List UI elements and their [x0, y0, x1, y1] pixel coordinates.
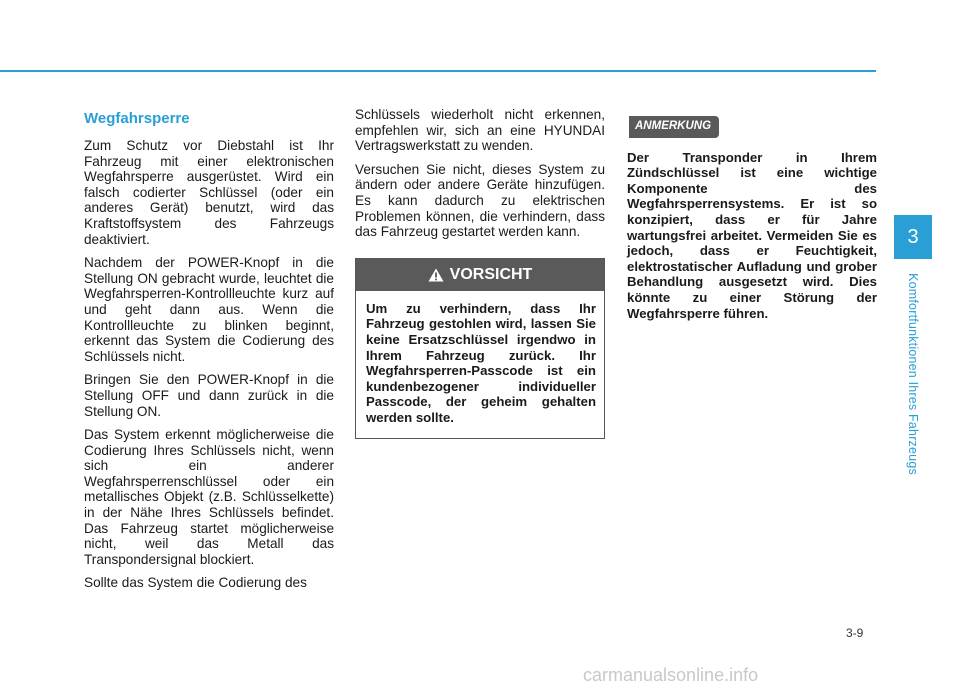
column-2: [355, 107, 605, 439]
chapter-tab: 3: [894, 215, 932, 259]
paragraph: Versuchen Sie nicht, dieses System zu ändern oder andere Geräte hinzufügen. Es kann dadurch zu elektrischen Problemen können, die verhindern, dass das Fahrzeug gestartet werden kann.: [355, 161, 605, 240]
page-number: 3-9: [846, 626, 864, 640]
paragraph: Zum Schutz vor Diebstahl ist Ihr Fahrzeug mit einer elektronischen Wegfahrsperre ausgerüstet. Wird ein falsch codierter Schlüssel (oder ein anderes Gerät) benutzt, wird das Kraftstoffsystem des Fahrzeugs deaktiviert.: [84, 138, 334, 247]
column-3: [627, 116, 877, 329]
caution-header: [356, 259, 604, 291]
caution-title: VORSICHT: [449, 265, 533, 283]
note-badge: ANMERKUNG: [629, 116, 719, 138]
header-rule: [0, 70, 876, 72]
caution-box: [355, 258, 605, 439]
paragraph: Sollte das System die Codierung des: [84, 575, 307, 591]
paragraph: Das System erkennt möglicherweise die Codierung Ihres Schlüssels nicht, wenn sich ein anderer Wegfahrsperrenschlüssel oder ein metallisches Objekt (z.B. Schlüsselkette) in der Nähe Ihres Schlüssels befindet. Das Fahrzeug startet möglicherweise nicht, weil das Metall das Transpondersignal blockiert.: [84, 427, 334, 567]
caution-text: Um zu verhindern, dass Ihr Fahrzeug gestohlen wird, lassen Sie keine Ersatzschlüssel irgendwo in Ihrem Fahrzeug zurück. Ihr Wegfahrsperren-Passcode ist ein kundenbezogener individueller Passcode, der geheim gehalten werden sollte.: [366, 300, 596, 425]
paragraph: Bringen Sie den POWER-Knopf in die Stellung OFF und dann zurück in die Stellung ON.: [84, 372, 334, 419]
note-text: Der Transponder in Ihrem Zündschlüssel ist eine wichtige Komponente des Wegfahrsperrensystems. Er ist so konzipiert, dass er für Jahre wartungsfrei arbeitet. Vermeiden Sie es jedoch, dass er Feuchtigkeit, elektrostatischer Aufladung und grober Behandlung ausgesetzt wird. Dies könnte zu einer Störung der Wegfahrsperre führen.: [627, 149, 877, 321]
paragraph: Schlüssels wiederholt nicht erkennen, empfehlen wir, sich an eine HYUNDAI Vertragswerkstatt zu wenden.: [355, 107, 605, 154]
watermark: carmanualsonline.info: [583, 665, 759, 685]
chapter-title: Komfortfunktionen Ihres Fahrzeugs: [906, 273, 920, 475]
warning-triangle-icon: [428, 268, 444, 282]
column-1: [84, 110, 334, 599]
section-heading: Wegfahrsperre: [84, 110, 190, 127]
paragraph: Nachdem der POWER-Knopf in die Stellung ON gebracht wurde, leuchtet die Wegfahrsperren-Kontrollleuchte kurz auf und geht dann aus. Wenn die Kontrollleuchte zu blinken beginnt, erkennt das System die Codierung des Schlüssels nicht.: [84, 255, 334, 364]
